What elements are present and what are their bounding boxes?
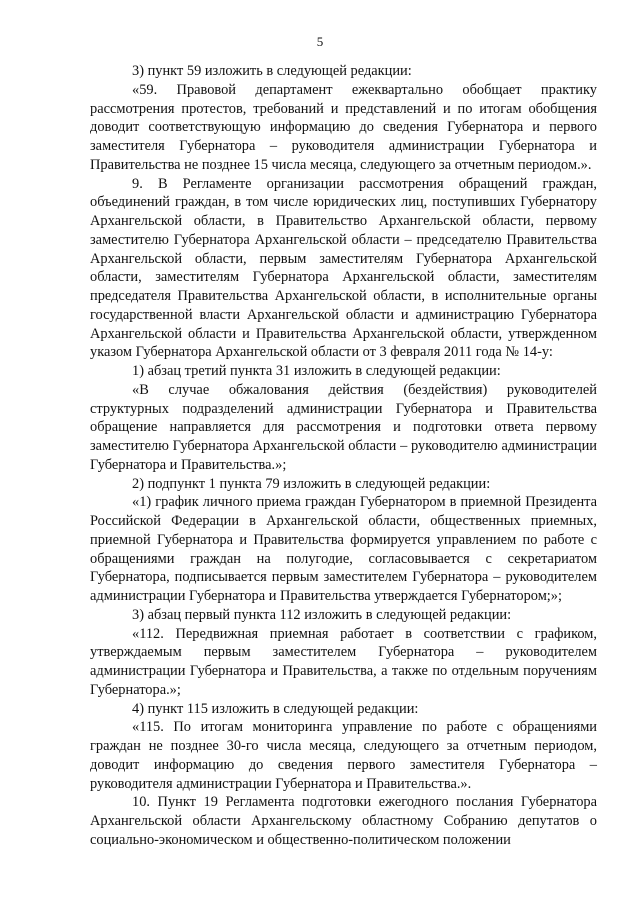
paragraph-quote-112: «112. Передвижная приемная работает в соответствии с графиком, утверждаемым первым заместителем Губернатора – руководителем администрации Губернатора и Правительства, а также по отдельным поручениям Губернатора.»; [90,625,597,698]
paragraph-item-1-heading: 1) абзац третий пункта 31 изложить в следующей редакции: [132,363,501,379]
paragraph-quote-79: «1) график личного приема граждан Губернатором в приемной Президента Российской Федерации в Архангельской области, общественных приемных, приемной Губернатора и Правительства формируется управлением по работе с обращениями граждан на полугодие, согласовывается с секретариатом Губернатора, подписывается первым заместителем Губернатора – руководителем администрации Губернатора и Правительства утверждается Губернатором;»; [90,494,597,604]
paragraph-section-9: 9. В Регламенте организации рассмотрения обращений граждан, объединений граждан, в том числе юридических лиц, поступивших Губернатору Архангельской области, в Правительство Архангельской области, первому заместителю Губернатора Архангельской области – председателю Правительства Архангельской области, первым заместителям Губернатора Архангельской области, заместителям Губернатора Архангельской области, заместителям председателя Правительства Архангельской области, в исполнительные органы государственной власти Архангельской области и администрацию Губернатора Архангельской области и Правительства Архангельской области, утвержденном указом Губернатора Архангельской области от 3 февраля 2011 года № 14-у: [90,175,597,361]
paragraph-quote-31: «В случае обжалования действия (бездействия) руководителей структурных подразделений администрации Губернатора и Правительства обращение направляется для рассмотрения и подготовки ответа первому заместителю Губернатора Архангельской области – руководителю администрации Губернатора и Правительства.»; [90,381,597,473]
paragraph-quote-59: «59. Правовой департамент ежеквартально обобщает практику рассмотрения протестов, требований и представлений и по итогам обобщения доводит соответствующую информацию до сведения Губернатора и первого заместителя Губернатора – руководителя администрации Губернатора и Правительства не позднее 15 числа месяца, следующего за отчетным периодом.». [90,81,597,173]
paragraph-item-3-heading: 3) пункт 59 изложить в следующей редакции: [132,63,412,79]
paragraph-section-10: 10. Пункт 19 Регламента подготовки ежегодного послания Губернатора Архангельской области Архангельскому областному Собранию депутатов о социально-экономическом и общественно-политическом положении [90,794,597,848]
document-body [90,62,597,850]
paragraph-quote-115: «115. По итогам мониторинга управление по работе с обращениями граждан не позднее 30-го числа месяца, следующего за отчетным периодом, доводит информацию до сведения первого заместителя Губернатора – руководителя администрации Губернатора и Правительства.». [90,719,597,792]
paragraph-item-2-heading: 2) подпункт 1 пункта 79 изложить в следующей редакции: [132,475,491,492]
paragraph-item-4-heading: 4) пункт 115 изложить в следующей редакции: [132,700,419,717]
paragraph-item-3b-heading: 3) абзац первый пункта 112 изложить в следующей редакции: [132,606,512,623]
page-number: 5 [316,34,324,49]
